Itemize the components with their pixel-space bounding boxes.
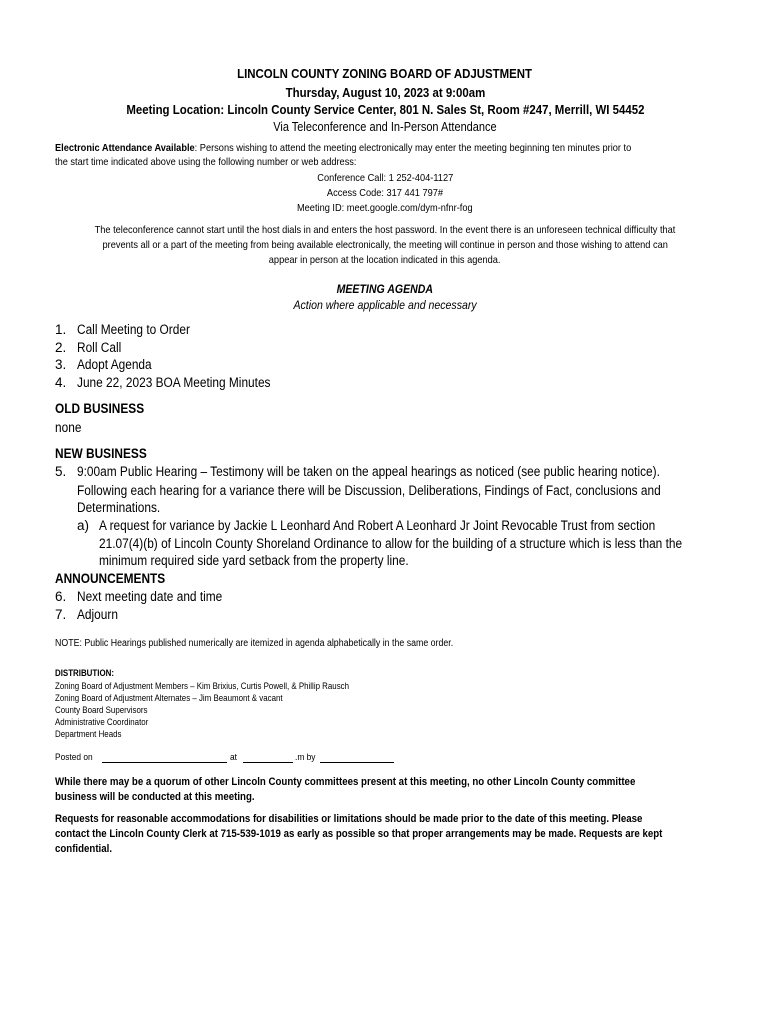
posted-time-blank	[243, 762, 293, 763]
meeting-location: Meeting Location: Lincoln County Service Center, 801 N. Sales St, Room #247, Merrill, WI 54452	[125, 102, 645, 117]
board-title: LINCOLN COUNTY ZONING BOARD OF ADJUSTMENT	[237, 66, 533, 81]
accommodation-statement-line3: confidential.	[55, 843, 113, 855]
access-code: Access Code: 317 441 797#	[326, 187, 444, 199]
attendance-mode: Via Teleconference and In-Person Attendance	[273, 120, 497, 134]
announcements-heading: ANNOUNCEMENTS	[55, 571, 166, 586]
agenda-subheading: Action where applicable and necessary	[293, 298, 477, 312]
item5-line3: Determinations.	[77, 500, 161, 515]
accommodation-statement-line2: contact the Lincoln County Clerk at 715-539-1019 as early as possible so that proper arrangements may be made. Requests are kept	[55, 828, 663, 840]
distribution-heading: DISTRIBUTION:	[55, 668, 114, 678]
posted-label: Posted on	[55, 752, 93, 763]
distribution-line: Zoning Board of Adjustment Members – Kim Brixius, Curtis Powell, & Phillip Rausch	[55, 681, 350, 691]
quorum-statement: While there may be a quorum of other Lincoln County committees present at this meeting, no other Lincoln County committee	[55, 776, 636, 788]
distribution-line: Administrative Coordinator	[55, 717, 149, 727]
new-business-heading: NEW BUSINESS	[55, 446, 147, 461]
old-business-heading: OLD BUSINESS	[55, 401, 145, 416]
quorum-statement-line2: business will be conducted at this meeting.	[55, 791, 255, 803]
accommodation-statement: Requests for reasonable accommodations for disabilities or limitations should be made prior to the date of this meeting. Please	[55, 813, 643, 825]
meeting-id: Meeting ID: meet.google.com/dym-nfnr-fog	[297, 202, 473, 214]
distribution-line: County Board Supervisors	[55, 705, 148, 715]
item5-line2: Following each hearing for a variance there will be Discussion, Deliberations, Findings of Fact, conclusions and	[77, 483, 661, 498]
electronic-attendance-line1: Electronic Attendance Available: Persons wishing to attend the meeting electronically may enter the meeting beginning ten minutes prior to	[55, 142, 632, 154]
agenda-page: LINCOLN COUNTY ZONING BOARD OF ADJUSTMENT Thursday, August 10, 2023 at 9:00am Meeting Location: Lincoln County Service Center, 801 N. Sales St, Room #247, Merrill, WI 54452 Via Teleconference and In-Person Attendance Electronic Attendance Available: Persons wishing to attend the meeting electronically may enter the meeting beginning ten minutes prior to the start time indicated above using the following number or web address: Conference Call: 1 252-404-1127 Access Code: 317 441 797# Meeting ID: meet.google.com/dym-nfnr-fog The teleconference cannot start until the host dials in and enters the host password. In the event there is an unforeseen technical difficulty that prevents all or a part of the meeting from being available electronically, the meeting will continue in person and those wishing to attend can appear in person at the location indicated in this agenda. MEETING AGENDA Action where applicable and necessary 1. Call Meeting to Order 2. Roll Call 3. Adopt Agenda 4. June 22, 2023 BOA Meeting Minutes OLD BUSINESS none NEW BUSINESS 5. 9:00am Public Hearing – Testimony will be taken on the appeal hearings as noticed (see public hearing notice). Following each hearing for a variance there will be Discussion, Deliberations, Findings of Fact, conclusions and Determinations. a) A request for variance by Jackie L Leonhard And Robert A Leonhard Jr Joint Revocable Trust from section 21.07(4)(b) of Lincoln County Shoreland Ordinance to allow for the building of a structure which is less than the minimum required side yard setback from the property line. ANNOUNCEMENTS 6. Next meeting date and time 7. Adjourn NOTE: Public Hearings published numerically are itemized in agenda alphabetically in the same order. DISTRIBUTION: Zoning Board of Adjustment Members – Kim Brixius, Curtis Powell, & Phillip Rausch Zoning Board of Adjustment Alternates – Jim Beaumont & vacant County Board Supervisors Administrative Coordinator Department Heads Posted on at .m by While there may be a quorum of other Lincoln County committees present at this meeting, no other Lincoln County committee business will be conducted at this meeting. Requests for reasonable accommodations for disabilities or limitations should be made prior to the date of this meeting. Please contact the Lincoln County Clerk at 715-539-1019 as early as possible so that proper arrangements may be made. Requests are kept confidential.	[0, 0, 770, 1024]
electronic-label: Electronic Attendance Available	[55, 142, 195, 154]
disclaimer-line1: The teleconference cannot start until the host dials in and enters the host password. In the event there is an unforeseen technical difficulty that	[94, 224, 676, 236]
posted-date-blank	[102, 762, 227, 763]
posted-by-label: .m by	[295, 752, 316, 763]
disclaimer-line3: appear in person at the location indicated in this agenda.	[269, 254, 501, 266]
variance-request-line3: minimum required side yard setback from the property line.	[99, 553, 409, 568]
variance-request-line2: 21.07(4)(b) of Lincoln County Shoreland Ordinance to allow for the building of a structure which is less than the	[99, 536, 683, 551]
conference-call: Conference Call: 1 252-404-1127	[317, 172, 453, 184]
old-business-text: none	[55, 420, 82, 435]
disclaimer-line2: prevents all or a part of the meeting from being available electronically, the meeting will continue in person and those wishing to attend can	[102, 239, 668, 251]
posted-at-label: at	[230, 752, 237, 763]
electronic-attendance-line2: the start time indicated above using the following number or web address:	[55, 156, 357, 168]
distribution-line: Department Heads	[55, 729, 122, 739]
distribution-line: Zoning Board of Adjustment Alternates – Jim Beaumont & vacant	[55, 693, 283, 703]
agenda-heading: MEETING AGENDA	[336, 282, 434, 296]
meeting-datetime: Thursday, August 10, 2023 at 9:00am	[285, 85, 485, 100]
note: NOTE: Public Hearings published numerically are itemized in agenda alphabetically in the same order.	[55, 638, 454, 649]
posted-by-blank	[320, 762, 394, 763]
